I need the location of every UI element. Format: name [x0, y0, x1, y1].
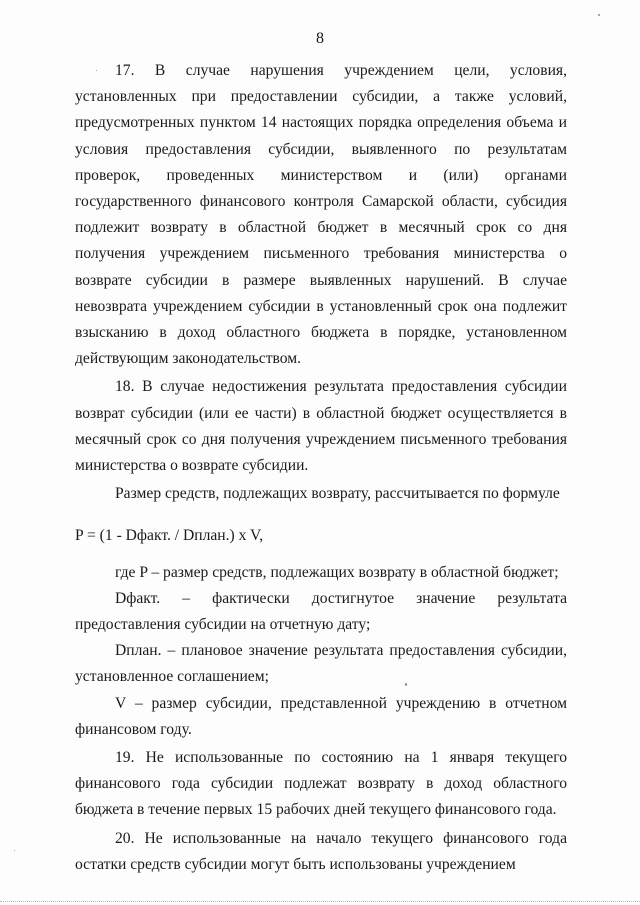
scan-border [0, 901, 640, 905]
formula: P = (1 - Dфакт. / Dплан.) x V, [75, 527, 264, 545]
scan-speck [598, 14, 600, 16]
formula-intro: Размер средств, подлежащих возврату, рассчитывается по формуле [115, 485, 560, 503]
paragraph-17: 17. В случае нарушения учреждением цели, условия, установленных при предоставлении субсидии, а также условий, предусмотренных пунктом 14 настоящих порядка определения объема и условия предоставления субсидии, выявленного по результатам проверок, проведенных министерством и (или) органами государственного финансового контроля Самарской области, субсидия подлежит возврату в областной бюджет в месячный срок со дня получения учреждением письменного требования министерства о возврате субсидии в размере выявленных нарушений. В случае невозврата учреждением субсидии в установленный срок она подлежит взысканию в доход областного бюджета в порядке, установленном действующим законодательством. [75, 62, 567, 368]
definition-d-plan: Dплан. – плановое значение результата предоставления субсидии, установленное соглашением; [75, 642, 567, 686]
document-body [75, 58, 567, 878]
scan-speck [96, 70, 97, 71]
page-number: 8 [316, 30, 324, 47]
scan-speck [14, 850, 15, 851]
paragraph-20: 20. Не использованные на начало текущего финансового года остатки средств субсидии могут быть использованы учреждением [75, 829, 567, 873]
definition-p: где P – размер средств, подлежащих возврату в областной бюджет; [115, 563, 559, 581]
definition-d-fact: Dфакт. – фактически достигнутое значение результата предоставления субсидии на отчетную дату; [75, 589, 567, 634]
scan-speck [405, 683, 407, 686]
paragraph-18: 18. В случае недостижения результата предоставления субсидии возврат субсидии (или ее части) в областной бюджет осуществляется в месячный срок со дня получения учреждением письменного требования министерства о возврате субсидии. [75, 378, 567, 475]
paragraph-19: 19. Не использованные по состоянию на 1 января текущего финансового года субсидии подлежат возврату в доход областного бюджета в течение первых 15 рабочих дней текущего финансового года. [75, 749, 567, 819]
definition-v: V – размер субсидии, представленной учреждению в отчетном финансовом году. [75, 694, 567, 738]
